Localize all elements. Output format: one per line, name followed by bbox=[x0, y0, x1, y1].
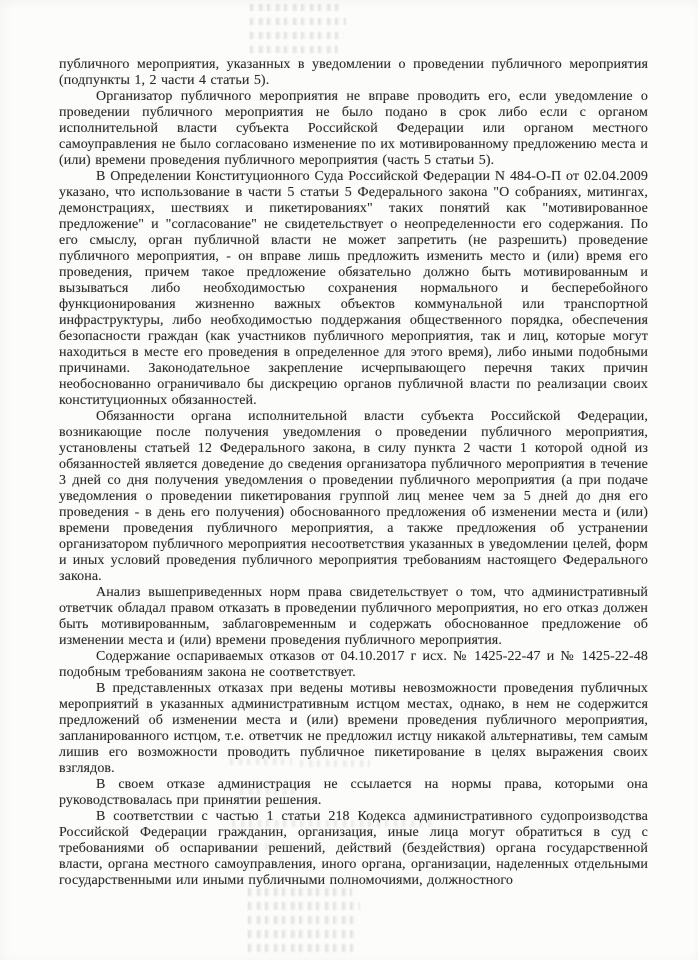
paragraph: Анализ вышеприведенных норм права свидетельствует о том, что административный ответчик обладал правом отказать в проведении публичного мероприятия, но его отказ должен быть мотивированным, заблаговременным и содержать обоснованное предложение об изменении места и (или) времени проведения публичного мероприятия. bbox=[59, 585, 648, 648]
ghost-text-line bbox=[300, 760, 370, 767]
ghost-text-line bbox=[248, 930, 358, 938]
bleedthrough-smudge bbox=[256, 843, 314, 857]
ghost-text-line bbox=[248, 916, 356, 924]
ghost-text-line bbox=[248, 888, 352, 896]
ghost-text-line bbox=[248, 944, 354, 952]
bleedthrough-text-top bbox=[250, 4, 346, 60]
paragraph: В Определении Конституционного Суда Российской Федерации N 484-О-П от 02.04.2009 указано, что использование в части 5 статьи 5 Федерального закона "О собраниях, митингах, демонстрациях, шествиях и пикетированиях" таких понятий как "мотивированное предложение" и "согласование" не свидетельствует о неопределенности его содержания. По его смыслу, орган публичной власти не может запретить (не разрешить) проведение публичного мероприятия, - он вправе лишь предложить изменить место и (или) время его проведения, причем такое предложение обязательно должно быть мотивированным и вызываться либо необходимостью сохранения нормального и бесперебойного функционирования жизненно важных объектов коммунальной или транспортной инфраструктуры, либо необходимостью поддержания общественного порядка, обеспечения безопасности граждан (как участников публичного мероприятия, так и лиц, которые могут находиться в месте его проведения в определенное для этого время), либо иными подобными причинами. Законодательное закрепление исчерпывающего перечня таких причин необоснованно ограничивало бы дискрецию органов публичной власти по реализации своих конституционных обязанностей. bbox=[59, 169, 648, 408]
paragraph: В соответствии с частью 1 статьи 218 Кодекса административного судопроизводства Российской Федерации гражданин, организация, иные лица могут обратиться в суд с требованиями об оспаривании решений, действий (бездействия) органа государственной власти, органа местного самоуправления, иного органа, организации, наделенных отдельными государственными или иными публичными полномочиями, должностного bbox=[59, 809, 648, 888]
ghost-text-line bbox=[250, 4, 340, 11]
ghost-text-line bbox=[232, 820, 432, 827]
bleedthrough-smudge bbox=[300, 760, 370, 774]
paragraph: Организатор публичного мероприятия не вправе проводить его, если уведомление о проведении публичного мероприятия не было подано в срок либо если с органом исполнительной власти субъекта Российской Федерации или органом местного самоуправления не было согласовано изменение по их мотивированному предложению места и (или) времени проведения публичного мероприятия (часть 5 статьи 5). bbox=[59, 89, 648, 168]
bleedthrough-smudge bbox=[230, 758, 292, 772]
ghost-text-line bbox=[250, 18, 346, 25]
ghost-text-line bbox=[256, 843, 314, 850]
paragraph: В представленных отказах при ведены мотивы невозможности проведения публичных мероприятий в указанных административным истцом местах, однако, в нем не содержится предложений об изменении места и (или) времени проведения публичного мероприятия, запланированного истцом, т.е. ответчик не предложил истцу никакой альтернативы, тем самым лишив его возможности проводить публичное пикетирование в целях выражения своих взглядов. bbox=[59, 681, 648, 776]
paragraph: В своем отказе администрация не ссылается на нормы права, которыми она руководствовалась при принятии решения. bbox=[59, 777, 648, 808]
bleedthrough-smudge bbox=[232, 820, 432, 834]
ghost-text-line bbox=[250, 32, 344, 39]
ghost-text-line bbox=[240, 788, 295, 795]
paragraph: Содержание оспариваемых отказов от 04.10.2017 г исх. № 1425-22-47 и № 1425-22-48 подобным требованиям закона не соответствует. bbox=[59, 649, 648, 680]
bleedthrough-text-bottom bbox=[248, 888, 360, 958]
bleedthrough-smudge bbox=[240, 788, 295, 802]
ghost-text-line bbox=[230, 758, 292, 765]
ghost-text-line bbox=[248, 902, 360, 910]
ghost-text-line bbox=[250, 46, 338, 53]
paragraph: Обязанности органа исполнительной власти субъекта Российской Федерации, возникающие после получения уведомления о проведении публичного мероприятия, установлены статьей 12 Федерального закона, в силу пункта 2 части 1 которой одной из обязанностей является доведение до сведения организатора публичного мероприятия в течение 3 дней со дня получения уведомления о проведении публичного мероприятия (а при подаче уведомления о проведении пикетирования группой лиц менее чем за 5 дней до дня его проведения - в день его получения) обоснованного предложения об изменении места и (или) времени проведения публичного мероприятия, а также предложения об устранении организатором публичного мероприятия несоответствия указанных в уведомлении целей, форм и иных условий проведения публичного мероприятия требованиям настоящего Федерального закона. bbox=[59, 409, 648, 584]
paragraph: публичного мероприятия, указанных в уведомлении о проведении публичного мероприятия (подпункты 1, 2 части 4 статьи 5). bbox=[59, 57, 648, 88]
